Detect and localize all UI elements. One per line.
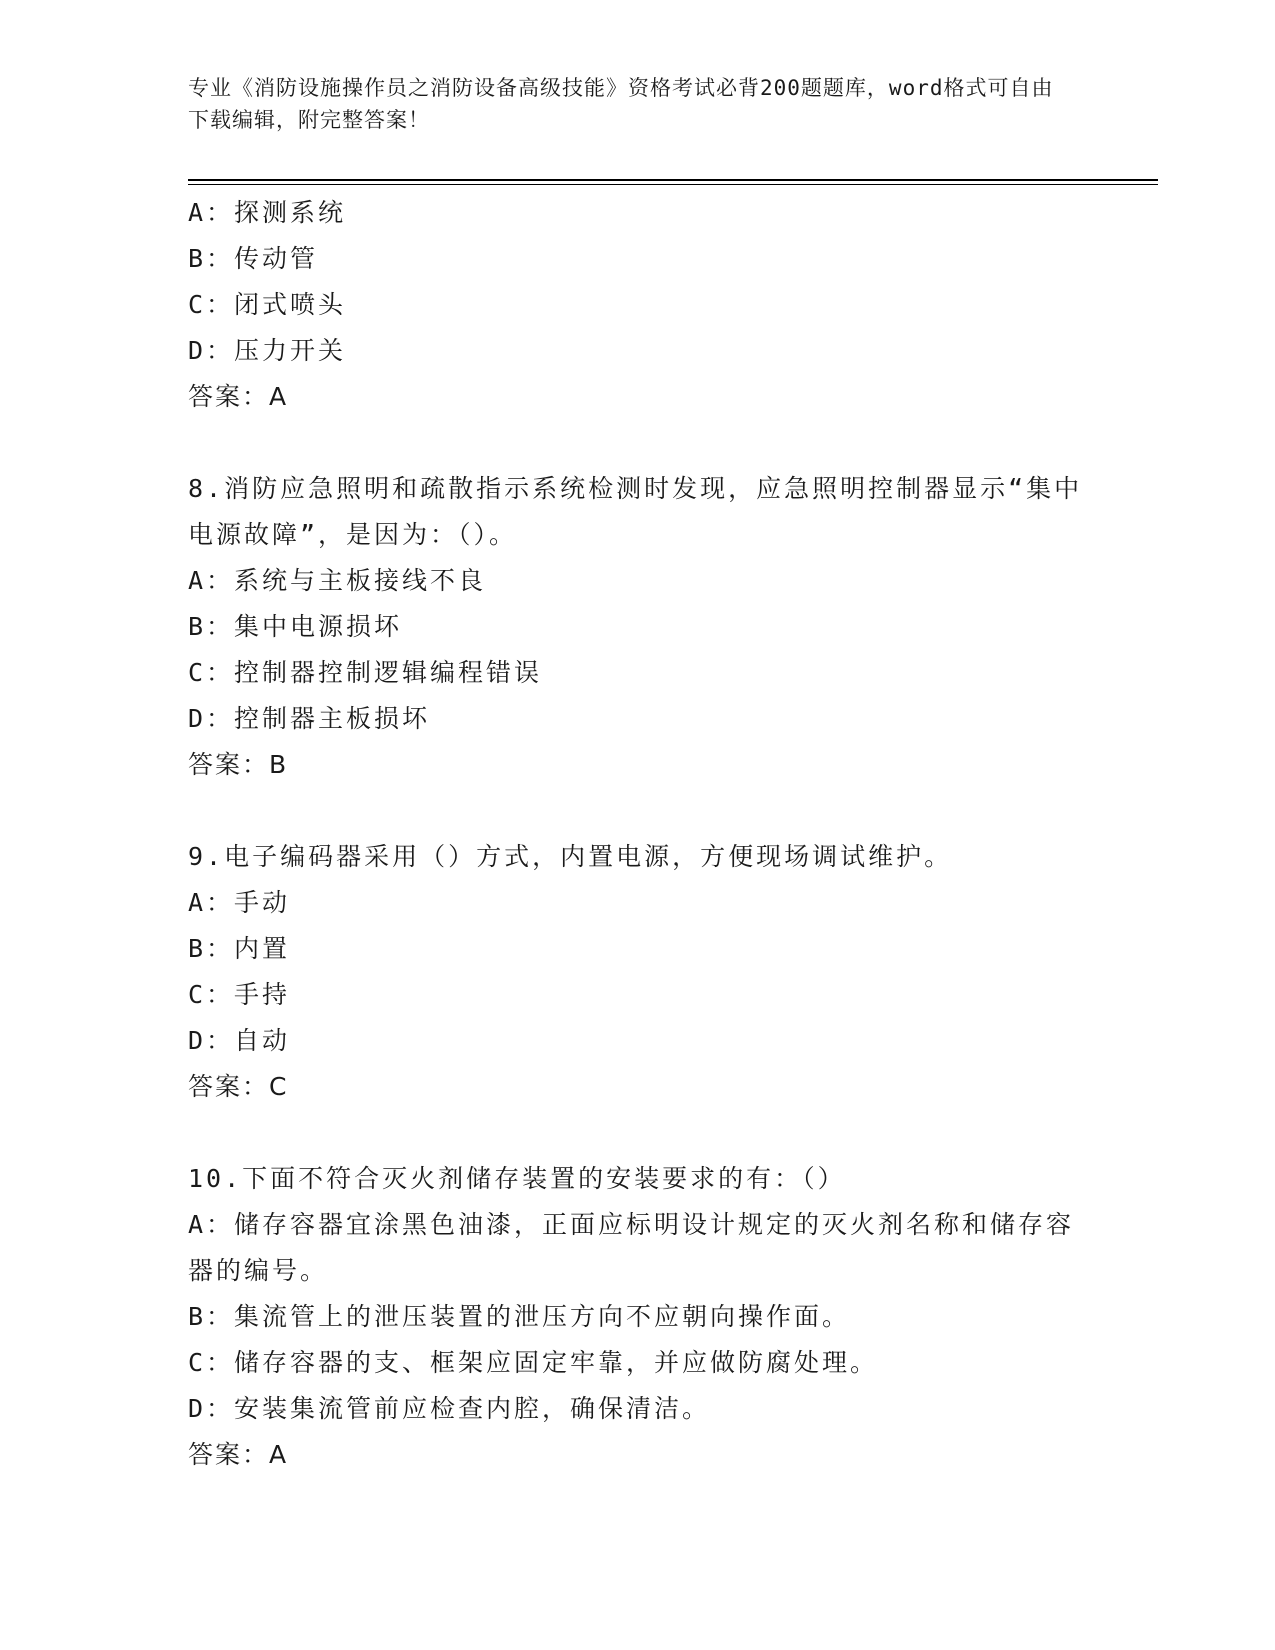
question-9-option-b: B：内置 [188,934,291,963]
document-header: 专业《消防设施操作员之消防设备高级技能》资格考试必背200题题库，word格式可自由下载编辑，附完整答案！ [188,76,1054,132]
question-10-block [188,1156,1088,1478]
question-7-block [188,190,1088,420]
question-7-option-b: B：传动管 [188,244,319,273]
question-8-option-b: B：集中电源损坏 [188,612,403,641]
question-8-option-a: A：系统与主板接线不良 [188,566,487,595]
question-9-text: 9.电子编码器采用（）方式，内置电源，方便现场调试维护。 [188,842,953,871]
question-10-option-d: D：安装集流管前应检查内腔，确保清洁。 [188,1394,711,1423]
header-divider-thin [188,184,1158,185]
question-9-option-c: C：手持 [188,980,291,1009]
question-8-option-c: C：控制器控制逻辑编程错误 [188,658,543,687]
question-8-block [188,466,1088,788]
question-9-option-d: D：自动 [188,1026,291,1055]
question-7-answer: 答案：A [188,382,289,411]
question-7-option-c: C：闭式喷头 [188,290,347,319]
question-list [188,190,1088,1478]
header-divider-thick [188,179,1158,181]
question-10-text: 10.下面不符合灭火剂储存装置的安装要求的有：（） [188,1164,846,1193]
question-7-option-d: D：压力开关 [188,336,347,365]
spacer [188,788,1088,834]
spacer [188,1110,1088,1156]
question-8-answer: 答案：B [188,750,289,779]
question-8-text: 8.消防应急照明和疏散指示系统检测时发现，应急照明控制器显示“集中电源故障”，是因为：（）。 [188,474,1083,549]
question-9-option-a: A：手动 [188,888,291,917]
question-10-option-b: B：集流管上的泄压装置的泄压方向不应朝向操作面。 [188,1302,851,1331]
question-10-answer: 答案：A [188,1440,289,1469]
question-9-block [188,834,1088,1110]
question-8-option-d: D：控制器主板损坏 [188,704,431,733]
question-10-option-c: C：储存容器的支、框架应固定牢靠，并应做防腐处理。 [188,1348,879,1377]
question-7-option-a: A：探测系统 [188,198,347,227]
question-10-option-a: A：储存容器宜涂黑色油漆，正面应标明设计规定的灭火剂名称和储存容器的编号。 [188,1210,1075,1285]
question-9-answer: 答案：C [188,1072,289,1101]
spacer [188,420,1088,466]
